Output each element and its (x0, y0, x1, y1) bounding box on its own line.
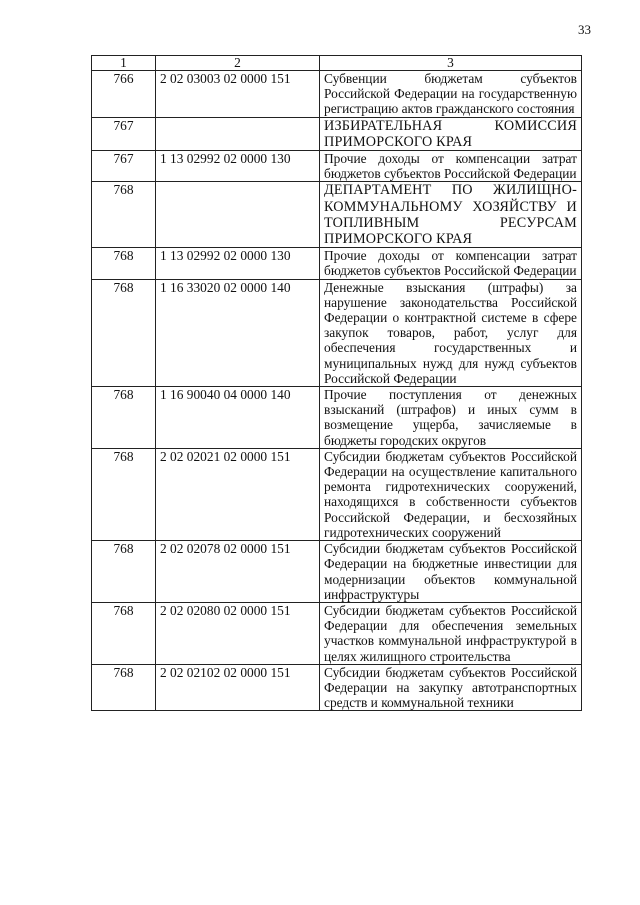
row-administrator-code: 768 (92, 248, 156, 279)
row-administrator-code: 768 (92, 448, 156, 540)
row-description: Прочие поступления от денежных взысканий (штрафов) и иных сумм в возмещение ущерба, зачисляемые в бюджеты городских округов (320, 387, 582, 449)
row-administrator-code: 768 (92, 279, 156, 386)
table-body (92, 71, 582, 711)
table-row (92, 248, 582, 279)
table-row (92, 602, 582, 664)
table-header-row (92, 56, 582, 71)
row-administrator-code: 768 (92, 387, 156, 449)
row-description: Субвенции бюджетам субъектов Российской Федерации на государственную регистрацию актов гражданского состояния (320, 71, 582, 118)
table-row (92, 182, 582, 248)
row-administrator-code: 768 (92, 602, 156, 664)
row-budget-classification-code: 2 02 02078 02 0000 151 (156, 541, 320, 603)
table-row (92, 448, 582, 540)
row-budget-classification-code (156, 117, 320, 150)
row-description: ИЗБИРАТЕЛЬНАЯ КОМИССИЯ ПРИМОРСКОГО КРАЯ (320, 117, 582, 150)
budget-codes-table (91, 55, 582, 711)
row-administrator-code: 768 (92, 541, 156, 603)
row-description: Прочие доходы от компенсации затрат бюджетов субъектов Российской Федерации (320, 248, 582, 279)
table-row (92, 279, 582, 386)
row-description: Субсидии бюджетам субъектов Российской Федерации на бюджетные инвестиции для модернизации объектов коммунальной инфраструктуры (320, 541, 582, 603)
table-row (92, 117, 582, 150)
row-budget-classification-code (156, 182, 320, 248)
row-budget-classification-code: 2 02 03003 02 0000 151 (156, 71, 320, 118)
table-row (92, 387, 582, 449)
table-row (92, 664, 582, 711)
row-description: Субсидии бюджетам субъектов Российской Федерации для обеспечения земельных участков коммунальной инфраструктурой в целях жилищного строительства (320, 602, 582, 664)
row-budget-classification-code: 1 16 90040 04 0000 140 (156, 387, 320, 449)
row-description: ДЕПАРТАМЕНТ ПО ЖИЛИЩНО-КОММУНАЛЬНОМУ ХОЗЯЙСТВУ И ТОПЛИВНЫМ РЕСУРСАМ ПРИМОРСКОГО КРАЯ (320, 182, 582, 248)
row-administrator-code: 768 (92, 664, 156, 711)
column-header-1: 1 (92, 56, 156, 71)
row-budget-classification-code: 1 16 33020 02 0000 140 (156, 279, 320, 386)
row-budget-classification-code: 2 02 02102 02 0000 151 (156, 664, 320, 711)
column-header-2: 2 (156, 56, 320, 71)
row-administrator-code: 767 (92, 117, 156, 150)
row-budget-classification-code: 1 13 02992 02 0000 130 (156, 151, 320, 182)
row-administrator-code: 766 (92, 71, 156, 118)
page-number: 33 (578, 22, 591, 37)
column-header-3: 3 (320, 56, 582, 71)
row-administrator-code: 767 (92, 151, 156, 182)
row-budget-classification-code: 2 02 02080 02 0000 151 (156, 602, 320, 664)
table-row (92, 71, 582, 118)
row-budget-classification-code: 2 02 02021 02 0000 151 (156, 448, 320, 540)
row-description: Прочие доходы от компенсации затрат бюджетов субъектов Российской Федерации (320, 151, 582, 182)
row-description: Субсидии бюджетам субъектов Российской Федерации на осуществление капитального ремонта гидротехнических сооружений, находящихся в собственности субъектов Российской Федерации, и бесхозяйных гидротехнических сооружений (320, 448, 582, 540)
table-row (92, 151, 582, 182)
row-administrator-code: 768 (92, 182, 156, 248)
row-description: Денежные взыскания (штрафы) за нарушение законодательства Российской Федерации о контрактной системе в сфере закупок товаров, работ, услуг для обеспечения государственных и муниципальных нужд для нужд субъектов Российской Федерации (320, 279, 582, 386)
row-description: Субсидии бюджетам субъектов Российской Федерации на закупку автотранспортных средств и коммунальной техники (320, 664, 582, 711)
row-budget-classification-code: 1 13 02992 02 0000 130 (156, 248, 320, 279)
table-row (92, 541, 582, 603)
